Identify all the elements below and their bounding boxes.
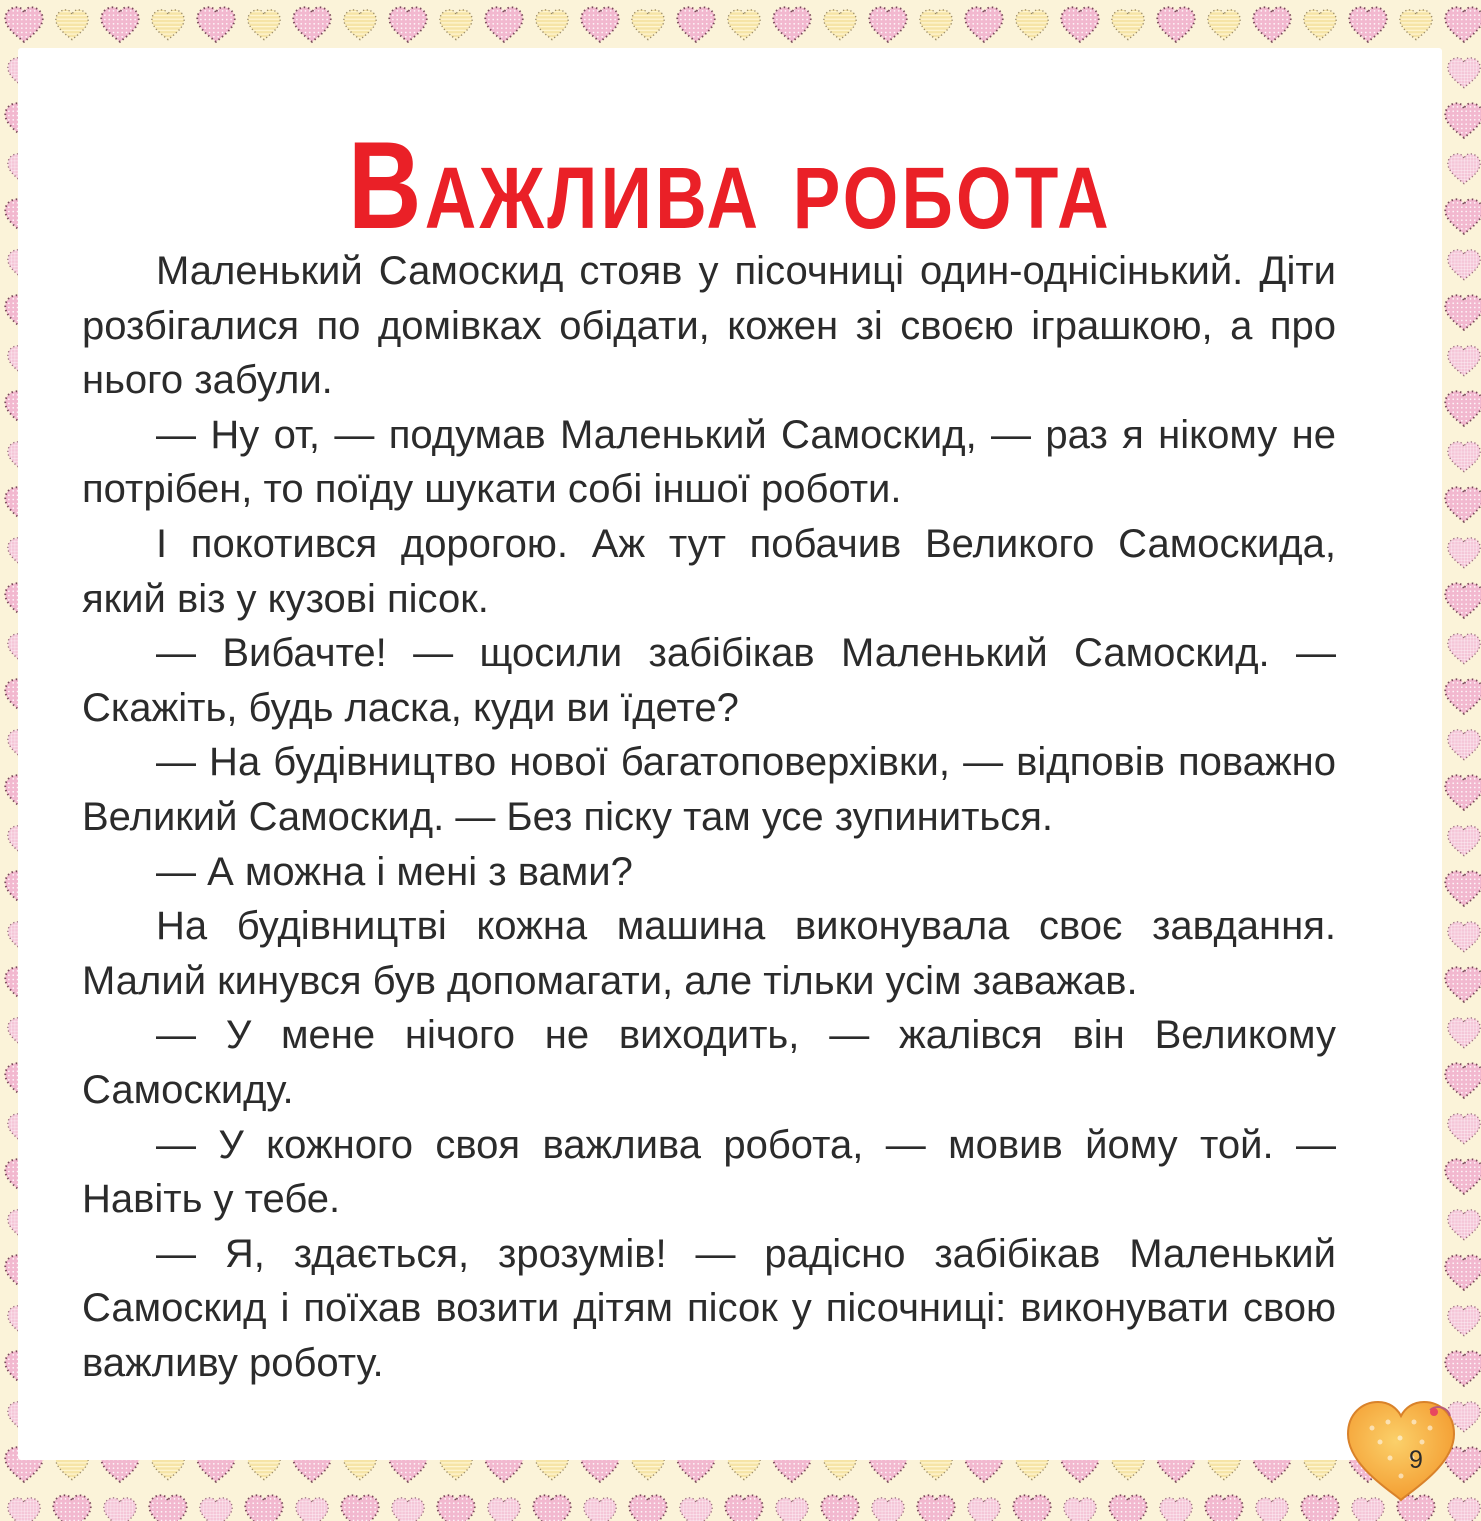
story-paragraph: — У мене нічого не виходить, — жалівся він Великому Самоскиду. — [82, 1013, 1336, 1112]
page-number: 9 — [1409, 1446, 1423, 1474]
page-panel — [18, 48, 1442, 1460]
story-paragraph: І покотився дорогою. Аж тут побачив Великого Самоскида, який віз у кузові пісок. — [82, 521, 1336, 621]
story-paragraph: — Я, здається, зрозумів! — радісно забібікав Маленький Самоскид і поїхав возити дітям пісок у пісочниці: виконувати свою важливу роботу. — [82, 1231, 1336, 1385]
story-text — [82, 244, 1336, 1390]
story-paragraph: — Ну от, — подумав Маленький Самоскид, — раз я нікому не потрібен, то поїду шукати собі іншої роботи. — [82, 412, 1336, 512]
story-paragraph: На будівництві кожна машина виконувала своє завдання. Малий кинувся був допомагати, але тільки усім заважав. — [82, 904, 1336, 1003]
page-title: Важлива робота — [348, 117, 1112, 255]
story-paragraph: — Вибачте! — щосили забібікав Маленький Самоскид. — Скажіть, будь ласка, куди ви їдете? — [82, 631, 1336, 730]
story-paragraph: — У кожного своя важлива робота, — мовив йому той. — Навіть у тебе. — [82, 1122, 1336, 1222]
story-paragraph: — На будівництво нової багатоповерхівки, — відповів поважно Великий Самоскид. — Без піску там усе зупиниться. — [82, 740, 1336, 839]
story-paragraph: — А можна і мені з вами? — [156, 849, 633, 894]
story-paragraph: Маленький Самоскид стояв у пісочниці один-однісінький. Діти розбігалися по домівках обідати, кожен зі своєю іграшкою, а про нього забули. — [82, 249, 1336, 403]
